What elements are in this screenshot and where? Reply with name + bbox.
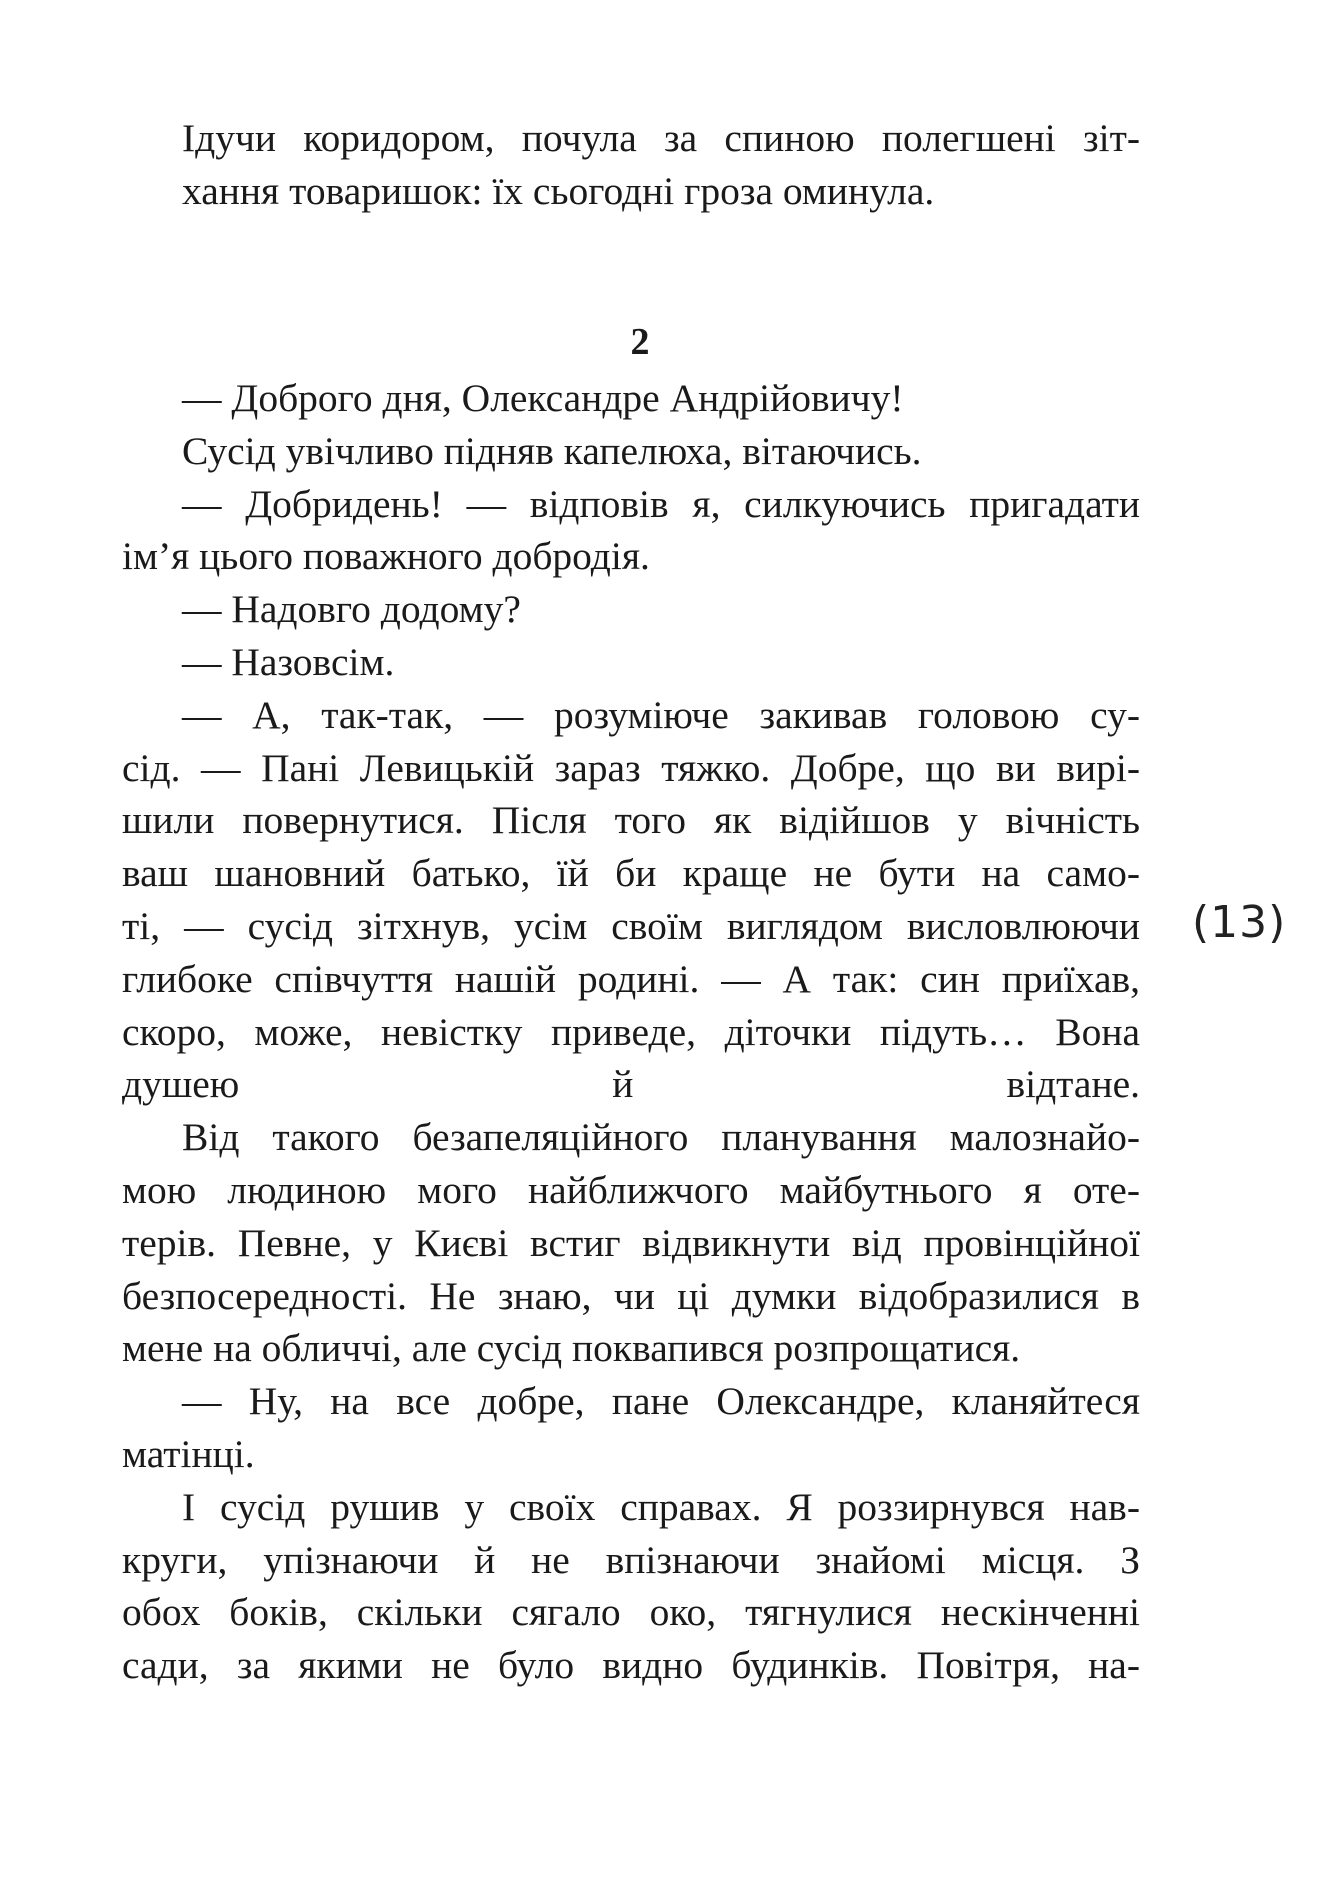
text-line: Від такого безапеляційного планування малознайо- (182, 1115, 1140, 1160)
paragraph (122, 1375, 1140, 1428)
paragraph (122, 425, 1140, 478)
text-line: обох боків, скільки сягало око, тягнулися нескінченні (122, 1590, 1140, 1635)
text-line: мене на обличчі, але сусід поквапився розпрощатися. (122, 1326, 1021, 1371)
paragraph (122, 1111, 1140, 1164)
text-line: сід. — Пані Левицькій зараз тяжко. Добре, що ви вирі- (122, 745, 1140, 790)
text-line: — Ну, на все добре, пане Олександре, кланяйтеся (182, 1379, 1140, 1424)
text-line: — Доброго дня, Олександре Андрійовичу! (182, 376, 904, 420)
paragraph-continuation (122, 1534, 1140, 1692)
paragraph (122, 372, 1140, 425)
paragraph (122, 636, 1140, 689)
chapter-body (122, 372, 1140, 1692)
paragraph (122, 583, 1140, 636)
text-line: — А, так-так, — розуміюче закивав головою су- (182, 692, 1140, 737)
text-line: Сусід увічливо підняв капелюха, вітаючись. (182, 428, 922, 473)
page-number: (13) (1192, 897, 1287, 948)
text-line: — Добридень! — відповів я, силкуючись пригадати (182, 481, 1140, 526)
text-line: шили повернутися. Після того як відійшов у вічність (122, 798, 1140, 843)
paragraph (122, 1481, 1140, 1534)
text-line: матінці. (122, 1431, 255, 1476)
text-line: — Надовго додому? (182, 587, 521, 632)
paragraph-continuation (122, 1164, 1140, 1375)
text-line: глибоке співчуття нашій родині. — А так: син приїхав, (122, 956, 1140, 1001)
text-line: круги, упізнаючи й не впізнаючи знайомі місця. З (122, 1537, 1140, 1582)
text-line: мою людиною мого найближчого майбутнього я оте- (122, 1167, 1140, 1212)
text-line: ім’я цього поважного добродія. (122, 534, 650, 579)
opening-paragraph (122, 112, 1140, 218)
text-line: душею й відтане. (122, 1062, 1140, 1107)
paragraph (122, 478, 1140, 531)
text-line: скоро, може, невістку приведе, діточки підуть… Вона (122, 1009, 1140, 1054)
text-line: — Назовсім. (182, 639, 395, 684)
text-line: Ідучи коридором, почула за спиною полегшені зіт- (182, 116, 1140, 160)
paragraph-continuation (122, 530, 1140, 583)
chapter-number: 2 (630, 321, 650, 363)
paragraph (122, 689, 1140, 742)
text-line: І сусід рушив у своїх справах. Я роззирнувся нав- (182, 1484, 1140, 1529)
text-line: терів. Певне, у Києві встиг відвикнути від провінційної (122, 1220, 1140, 1265)
paragraph-continuation (122, 1428, 1140, 1481)
text-line: ваш шановний батько, їй би краще не бути на само- (122, 851, 1140, 896)
text-line: ті, — сусід зітхнув, усім своїм виглядом висловлюючи (122, 903, 1140, 948)
paragraph (122, 112, 1140, 218)
paragraph-continuation (122, 742, 1140, 1112)
text-line: хання товаришок: їх сьогодні гроза оминула. (182, 168, 935, 213)
text-line: сади, за якими не було видно будинків. Повітря, на- (122, 1643, 1140, 1688)
text-line: безпосередності. Не знаю, чи ці думки відобразилися в (122, 1273, 1140, 1318)
